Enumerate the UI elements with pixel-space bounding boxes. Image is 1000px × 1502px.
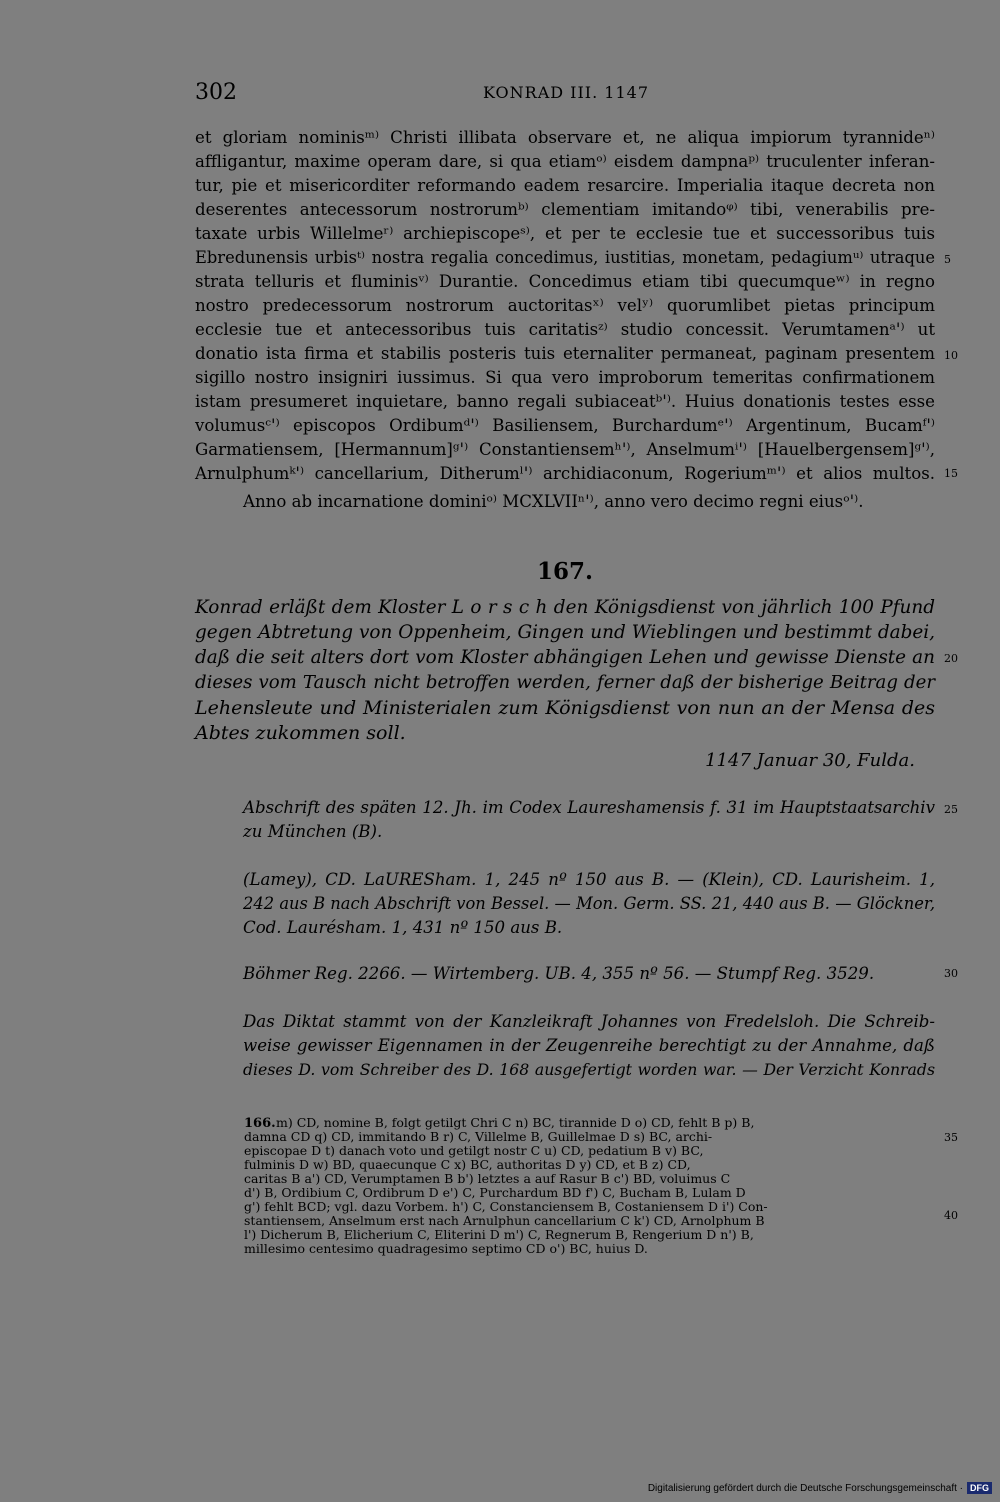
date-place: 1147 Januar 30, Fulda.: [705, 750, 915, 771]
regest-line: gegen Abtretung von Oppenheim, Gingen und Wieblingen und bestimmt dabei,: [195, 622, 935, 643]
page-number: 302: [195, 80, 237, 105]
regest-line: Konrad erläßt dem Kloster L o r s c h den Königsdienst von jährlich 100 Pfund: [195, 597, 935, 618]
text-line: istam presumeret inquietare, banno regali subiaceatᵇ'⁾. Huius donationis testes esse: [195, 392, 935, 411]
line-number: 35: [944, 1131, 958, 1144]
text-line: nostro predecessorum nostrorum auctoritasˣ⁾ velʸ⁾ quorumlibet pietas principum: [195, 296, 935, 315]
commentary-line: weise gewisser Eigennamen in der Zeugenreihe berechtigt zu der Annahme, daß: [243, 1036, 935, 1055]
line-number: 15: [944, 467, 958, 480]
regest-line: Abtes zukommen soll.: [195, 722, 406, 744]
running-title: KONRAD III. 1147: [483, 83, 650, 102]
text-line: donatio ista firma et stabilis posteris tuis eternaliter permaneat, paginam presentem: [195, 344, 935, 363]
text-line: ecclesie tue et antecessoribus tuis caritatisᶻ⁾ studio concessit. Verumtamenᵃ'⁾ ut: [195, 320, 935, 339]
line-number: 30: [944, 967, 958, 980]
funding-text: Digitalisierung gefördert durch die Deutsche Forschungsgemeinschaft ·: [647, 1482, 963, 1494]
line-number: 25: [944, 803, 958, 816]
footnote-line: damna CD q) CD, immitando B r) C, Villelme B, Guillelmae D s) BC, archi-: [244, 1129, 713, 1144]
dfg-logo: DFG: [967, 1482, 992, 1494]
text-line: volumusᶜ'⁾ episcopos Ordibumᵈ'⁾ Basiliensem, Burchardumᵉ'⁾ Argentinum, Bucamᶠ'⁾: [195, 416, 935, 435]
commentary-line: Das Diktat stammt von der Kanzleikraft Johannes von Fredelsloh. Die Schreib-: [243, 1012, 935, 1031]
regest-line: dieses vom Tausch nicht betroffen werden, ferner daß der bisherige Beitrag der: [195, 672, 935, 693]
text-line: Garmatiensem, [Hermannum]ᵍ'⁾ Constantiensemʰ'⁾, Anselmumⁱ'⁾ [Hauelbergensem]ᵍ'⁾,: [195, 440, 935, 459]
source-line: zu München (B).: [243, 822, 383, 841]
text-line: tur, pie et misericorditer reformando eadem resarcire. Imperialia itaque decreta non: [195, 176, 935, 195]
footnote-line: m) CD, nomine B, folgt getilgt Chri C n) BC, tirannide D o) CD, fehlt B p) B,: [276, 1115, 755, 1130]
text-line: strata telluris et fluminisᵛ⁾ Durantie. Concedimus etiam tibi quecumqueʷ⁾ in regno: [195, 272, 935, 291]
footnote-line: fulminis D w) BD, quaecunque C x) BC, authoritas D y) CD, et B z) CD,: [244, 1157, 691, 1172]
text-line: Arnulphumᵏ'⁾ cancellarium, Ditherumˡ'⁾ archidiaconum, Rogeriumᵐ'⁾ et alios multos.: [195, 464, 935, 483]
footnote-line: episcopae D t) danach voto und getilgt nostr C u) CD, pedatium B v) BC,: [244, 1143, 704, 1158]
edition-line: Cod. Laurésham. 1, 431 nº 150 aus B.: [243, 918, 563, 937]
line-number: 20: [944, 652, 958, 665]
source-line: Abschrift des späten 12. Jh. im Codex Laureshamensis f. 31 im Hauptstaatsarchiv: [243, 798, 935, 817]
line-number: 40: [944, 1209, 958, 1222]
commentary-line: dieses D. vom Schreiber des D. 168 ausgefertigt worden war. — Der Verzicht Konrads: [243, 1060, 935, 1079]
footnote-line: millesimo centesimo quadragesimo septimo CD o') BC, huius D.: [244, 1241, 648, 1256]
footnote-line: stantiensem, Anselmum erst nach Arnulphun cancellarium C k') CD, Arnolphum B: [244, 1213, 765, 1228]
edition-line: (Lamey), CD. LaURESham. 1, 245 nº 150 aus B. — (Klein), CD. Laurisheim. 1,: [243, 870, 935, 889]
line-number: 10: [944, 349, 958, 362]
footnote-line: d') B, Ordibium C, Ordibrum D e') C, Purchardum BD f') C, Bucham B, Lulam D: [244, 1185, 746, 1200]
running-header: [195, 80, 940, 108]
dating-line: Anno ab incarnatione dominiᵒ⁾ MCXLVIIⁿ'⁾, anno vero decimo regni eiusᵒ'⁾.: [243, 492, 864, 511]
footnote-line: g') fehlt BCD; vgl. dazu Vorbem. h') C, Constanciensem B, Costaniensem D i') Con-: [244, 1199, 768, 1214]
regest-line: daß die seit alters dort vom Kloster abhängigen Lehen und gewisse Dienste an: [195, 647, 935, 668]
regesta-line: Böhmer Reg. 2266. — Wirtemberg. UB. 4, 355 nº 56. — Stumpf Reg. 3529.: [243, 964, 875, 983]
text-line: affligantur, maxime operam dare, si qua etiamᵒ⁾ eisdem dampnaᵖ⁾ truculenter inferan-: [195, 152, 935, 171]
text-line: sigillo nostro insigniri iussimus. Si qua vero improborum temeritas confirmationem: [195, 368, 935, 387]
text-line: taxate urbis Willelmeʳ⁾ archiepiscopeˢ⁾, et per te ecclesie tue et successoribus tuis: [195, 224, 935, 243]
footnote-line: l') Dicherum B, Elicherium C, Eliterini D m') C, Regnerum B, Rengerium D n') B,: [244, 1227, 754, 1242]
text-line: et gloriam nominisᵐ⁾ Christi illibata observare et, ne aliqua impiorum tyrannideⁿ⁾: [195, 128, 935, 147]
document-number: 167.: [536, 558, 594, 585]
text-line: deserentes antecessorum nostrorumᵇ⁾ clementiam imitandoᵠ⁾ tibi, venerabilis pre-: [195, 200, 935, 219]
line-number: 5: [944, 253, 951, 266]
regest-line: Lehensleute und Ministerialen zum Königsdienst von nun an der Mensa des: [195, 697, 935, 719]
footnote-line: caritas B a') CD, Verumptamen B b') letztes a auf Rasur B c') BD, voluimus C: [244, 1171, 731, 1186]
funding-footer: [648, 1482, 992, 1494]
edition-line: 242 aus B nach Abschrift von Bessel. — Mon. Germ. SS. 21, 440 aus B. — Glöckner,: [243, 894, 935, 913]
text-line: Ebredunensis urbisᵗ⁾ nostra regalia concedimus, iustitias, monetam, pedagiumᵘ⁾ utraque: [195, 248, 935, 267]
footnote-label: 166.: [244, 1116, 276, 1131]
